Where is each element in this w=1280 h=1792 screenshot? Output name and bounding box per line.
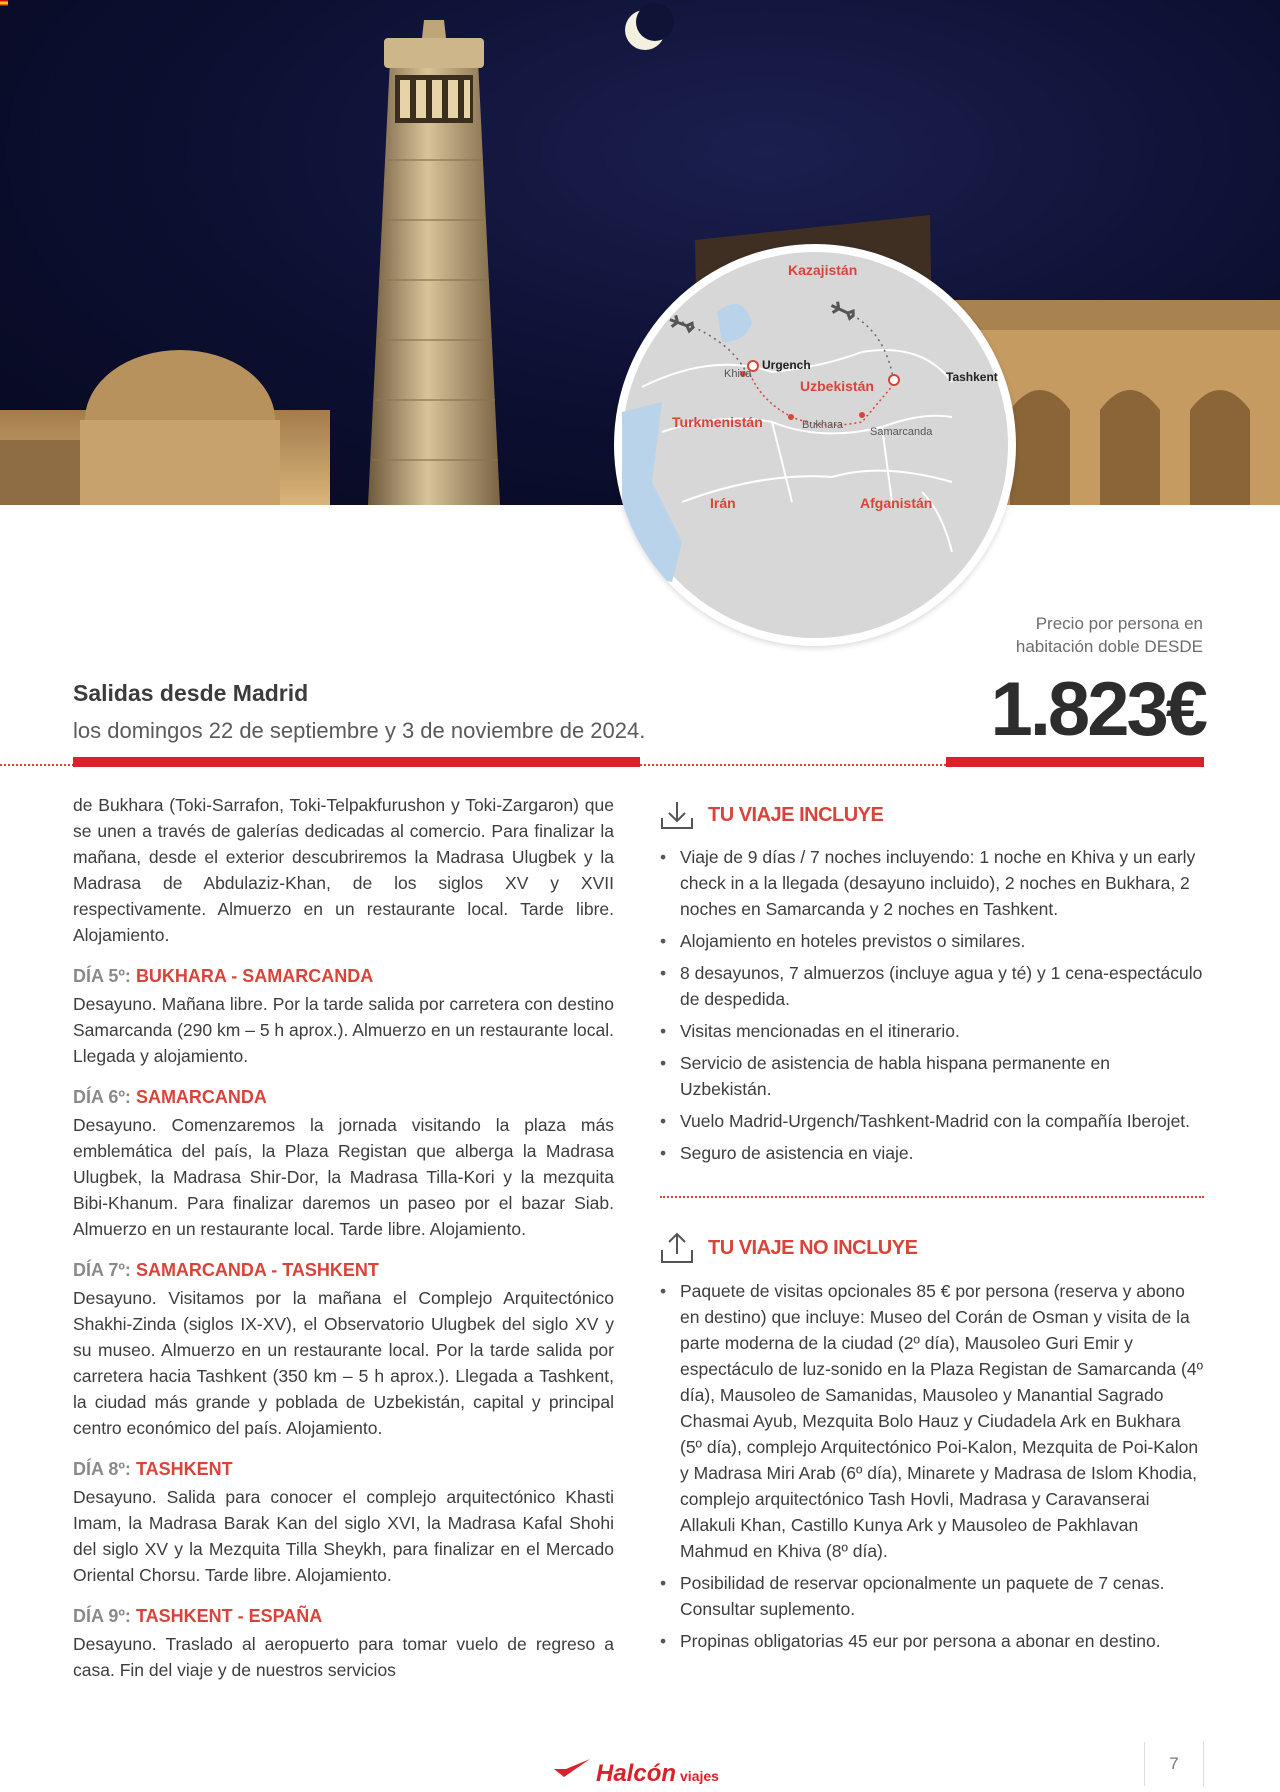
day-number: DÍA 5º:: [73, 966, 131, 986]
day-text: Desayuno. Traslado al aeropuerto para tomar vuelo de regreso a casa. Fin del viaje y de nuestros servicios: [73, 1634, 614, 1680]
map-label-bukhara: Bukhara: [802, 419, 843, 431]
tashkent-marker: [889, 375, 899, 385]
day-number: DÍA 9º:: [73, 1606, 131, 1626]
day-route: BUKHARA - SAMARCANDA: [135, 966, 374, 986]
list-item: • Viaje de 9 días / 7 noches incluyendo: 1 noche en Khiva y un early check in a la llegada (desayuno incluido), 2 noches en Bukhara, 2 noches en Samarcanda y 2 noches en Tashkent.: [660, 844, 1205, 922]
brand-sub: viajes: [680, 1768, 719, 1784]
includes-list: [660, 844, 1205, 1166]
includes-title: TU VIAJE INCLUYE: [708, 803, 884, 826]
day-section: [73, 1260, 614, 1441]
list-item: • Paquete de visitas opcionales 85 € por persona (reserva y abono en destino) que incluye: Museo del Corán de Osman y visita de la parte moderna de la ciudad (2º día), Mausoleo Guri Emir y espectáculo de luz-sonido en la Plaza Registan de Samarcanda (4º día), Mausoleo de Samanidas, Mausoleo y Manantial Sagrado Chasmai Ayub, Mezquita Bolo Hauz y Ciudadela Ark en Bukhara (5º día), complejo Arquitectónico Poi-Kalon, Mezquita de Poi-Kalon y Madrasa Miri Arab (6º día), Minarete y Madrasa de Islom Khodia, complejo arquitectónico Tash Hovli, Madrasa y Caravanserai Allakuli Khan, Castillo Kunya Ark y Mausoleo de Pakhlavan Mahmud en Khiva (8º día).: [660, 1278, 1205, 1564]
list-item: • Propinas obligatorias 45 eur por persona a abonar en destino.: [660, 1628, 1205, 1654]
upload-tray-icon: [660, 1232, 694, 1264]
map-label-kazajistan: Kazajistán: [788, 262, 858, 278]
samarcanda-marker: [859, 412, 865, 418]
route-map: [614, 244, 1016, 646]
day-section: [73, 966, 614, 1069]
day-route: SAMARCANDA: [135, 1087, 267, 1107]
day-section: [73, 1087, 614, 1242]
day-heading: [73, 1087, 614, 1108]
divider-dotted: [660, 1196, 1204, 1198]
departures-title: Salidas desde Madrid: [73, 680, 309, 706]
checkmark-logo-icon: [552, 1757, 592, 1781]
day-text: Desayuno. Comenzaremos la jornada visitando la plaza más emblemática del país, la Plaza Registan que alberga la Madrasa Ulugbek, la Madrasa Shir-Dor, la Madrasa Tilla-Kori y la mezquita Bibi-Khanum. Para finalizar daremos un paseo por el bazar Siab. Almuerzo en un restaurante local. Tarde libre. Alojamiento.: [73, 1115, 614, 1239]
price-note: Precio por persona en habitación doble DESDE: [1015, 614, 1203, 656]
list-item: • 8 desayunos, 7 almuerzos (incluye agua y té) y 1 cena-espectáculo de despedida.: [660, 960, 1205, 1012]
day-heading: [73, 1606, 614, 1627]
map-label-urgench: Urgench: [762, 358, 811, 372]
minaret-illustration: [368, 20, 500, 505]
includes-heading: [660, 800, 1205, 830]
day-route: TASHKENT: [135, 1459, 233, 1479]
map-label-uzbekistan: Uzbekistán: [800, 378, 874, 394]
list-item: • Alojamiento en hoteles previstos o similares.: [660, 928, 1205, 954]
accent-bar-left: [73, 757, 640, 767]
itinerary-column: [73, 792, 614, 1683]
day-section: [73, 1459, 614, 1588]
map-label-khiva: Khiva: [724, 368, 752, 380]
day-number: DÍA 7º:: [73, 1260, 131, 1280]
day-route: TASHKENT - ESPAÑA: [135, 1606, 323, 1626]
excludes-list: [660, 1278, 1205, 1654]
list-item: • Vuelo Madrid-Urgench/Tashkent-Madrid con la compañía Iberojet.: [660, 1108, 1205, 1134]
day-heading: [73, 1260, 614, 1281]
day-text: Desayuno. Mañana libre. Por la tarde salida por carretera con destino Samarcanda (290 km – 5 h aprox.). Almuerzo en un restaurante local. Llegada y alojamiento.: [73, 994, 614, 1066]
spain-flag-icon: [0, 0, 8, 6]
price-amount: 1.823€: [990, 667, 1205, 752]
excludes-title: TU VIAJE NO INCLUYE: [708, 1236, 918, 1259]
departures-dates: los domingos 22 de septiembre y 3 de noviembre de 2024.: [73, 718, 646, 743]
map-label-turkmenistan: Turkmenistán: [672, 414, 763, 430]
day-number: DÍA 6º:: [73, 1087, 131, 1107]
halcon-logo: [552, 1757, 719, 1788]
download-tray-icon: [660, 800, 694, 830]
excludes-heading: [660, 1232, 1205, 1264]
brand-name: Halcón: [596, 1760, 677, 1787]
route-map-illustration: [622, 252, 1008, 638]
map-label-afganistan: Afganistán: [860, 495, 933, 511]
list-item: • Seguro de asistencia en viaje.: [660, 1140, 1205, 1166]
day-text: Desayuno. Salida para conocer el complejo arquitectónico Khasti Imam, la Madrasa Barak Kan del siglo XVI, la Madrasa Kafal Shohi del siglo XV y la Mezquita Tilla Sheykh, para finalizar en el Mercado Oriental Chorsu. Tarde libre. Alojamiento.: [73, 1487, 614, 1585]
day-text: Desayuno. Visitamos por la mañana el Complejo Arquitectónico Shakhi-Zinda (siglos IX-XV), el Observatorio Ulugbek del siglo XV y su museo. Almuerzo en un restaurante local. Por la tarde salida por carretera hacia Tashkent (350 km – 5 h aprox.). Llegada a Tashkent, la ciudad más grande y poblada de Uzbekistán, capital y principal centro económico del país. Alojamiento.: [73, 1288, 614, 1438]
itinerary-intro: de Bukhara (Toki-Sarrafon, Toki-Telpakfurushon y Toki-Zargaron) que se unen a través de galerías dedicadas al comercio. Para finalizar la mañana, desde el exterior descubriremos la Madrasa Ulugbek y la Madrasa de Abdulaziz-Khan, de los siglos XV y XVII respectivamente. Almuerzo en un restaurante local. Tarde libre. Alojamiento.: [73, 795, 614, 945]
list-item: • Visitas mencionadas en el itinerario.: [660, 1018, 1205, 1044]
map-label-iran: Irán: [710, 495, 736, 511]
day-route: SAMARCANDA - TASHKENT: [135, 1260, 379, 1280]
map-label-samarcanda: Samarcanda: [870, 426, 933, 438]
list-item: • Servicio de asistencia de habla hispana permanente en Uzbekistán.: [660, 1050, 1205, 1102]
page-number: 7: [1144, 1742, 1204, 1786]
services-column: [660, 800, 1205, 1660]
accent-bar-right: [946, 757, 1204, 767]
day-heading: [73, 1459, 614, 1480]
moon-icon: [625, 3, 674, 50]
day-number: DÍA 8º:: [73, 1459, 131, 1479]
list-item: • Posibilidad de reservar opcionalmente un paquete de 7 cenas. Consultar suplemento.: [660, 1570, 1205, 1622]
bukhara-marker: [788, 414, 794, 420]
day-section: [73, 1606, 614, 1683]
day-heading: [73, 966, 614, 987]
map-label-tashkent: Tashkent: [946, 370, 998, 384]
